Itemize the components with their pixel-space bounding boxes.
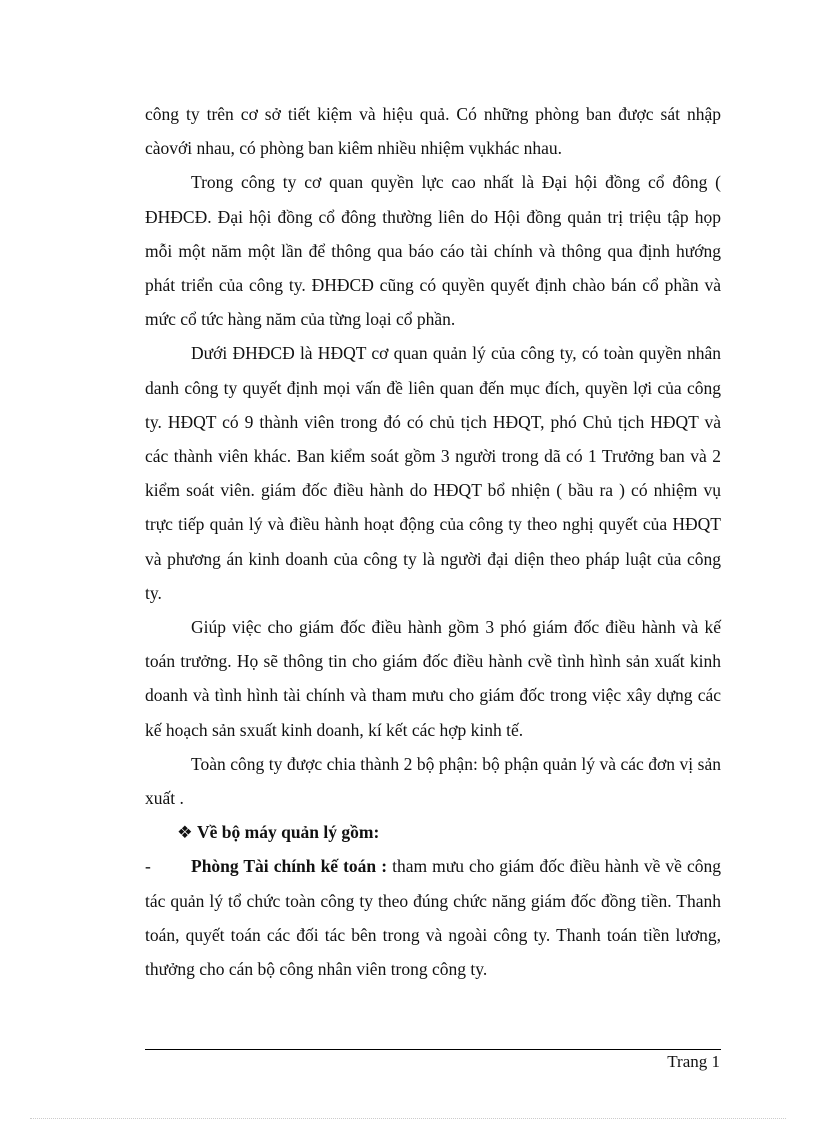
paragraph-divisions: Toàn công ty được chia thành 2 bộ phận: bộ phận quản lý và các đơn vị sản xuất . bbox=[145, 753, 721, 809]
section-heading bbox=[145, 815, 721, 849]
list-item-text: tham mưu cho giám đốc điều hành về về công tác quản lý tổ chức toàn công ty theo đúng chức năng giám đốc đồng tiền. Thanh toán, quyết toán các đối tác bên trong và ngoài công ty. Thanh toán tiền lương, thưởng cho cán bộ công nhân viên trong công ty. bbox=[145, 856, 721, 980]
paragraph-intro: công ty trên cơ sở tiết kiệm và hiệu quả. Có những phòng ban được sát nhập càovới nhau, có phòng ban kiêm nhiều nhiệm vụkhác nhau. bbox=[145, 104, 721, 159]
section-heading-text: Về bộ máy quản lý gồm: bbox=[197, 822, 380, 843]
list-item-finance bbox=[145, 849, 721, 986]
paragraph-board: Dưới ĐHĐCĐ là HĐQT cơ quan quản lý của công ty, có toàn quyền nhân danh công ty quyết định mọi vấn đề liên quan đến mục đích, quyền lợi của công ty. HĐQT có 9 thành viên trong đó có chủ tịch HĐQT, phó Chủ tịch HĐQT và các thành viên khác. Ban kiểm soát gồm 3 người trong dã có 1 Trưởng ban và 2 kiểm soát viên. giám đốc điều hành do HĐQT bổ nhiện ( bầu ra ) có nhiệm vụ trực tiếp quản lý và điều hành hoạt động của công ty theo nghị quyết của HĐQT và phương án kinh doanh của công ty là người đại diện theo pháp luật của công ty. bbox=[145, 343, 721, 603]
dash-bullet: - bbox=[145, 856, 151, 877]
paragraph-assistants: Giúp việc cho giám đốc điều hành gồm 3 phó giám đốc điều hành và kế toán trưởng. Họ sẽ thông tin cho giám đốc điều hành cvề tình hình sản xuất kinh doanh và tình hình tài chính và tham mưu cho giám đốc trong việc xây dựng các kế hoạch sản sxuất kinh doanh, kí kết các hợp kinh tế. bbox=[145, 617, 721, 740]
document-body bbox=[145, 97, 721, 986]
page-bottom-border bbox=[30, 1118, 786, 1119]
footer-divider bbox=[145, 1049, 721, 1050]
paragraph-general-meeting: Trong công ty cơ quan quyền lực cao nhất là Đại hội đồng cổ đông ( ĐHĐCĐ. Đại hội đồng cổ đông thường liên do Hội đồng quản trị triệu tập họp mỗi một năm một lần để thông qua báo cáo tài chính và thông qua định hướng phát triển của công ty. ĐHĐCĐ cũng có quyền quyết định chào bán cổ phần và mức cổ tức hàng năm của từng loại cổ phần. bbox=[145, 172, 721, 330]
page-number: Trang 1 bbox=[667, 1052, 720, 1071]
diamond-bullet-icon: ❖ bbox=[177, 822, 193, 843]
list-item-lead: Phòng Tài chính kế toán : bbox=[191, 856, 388, 877]
